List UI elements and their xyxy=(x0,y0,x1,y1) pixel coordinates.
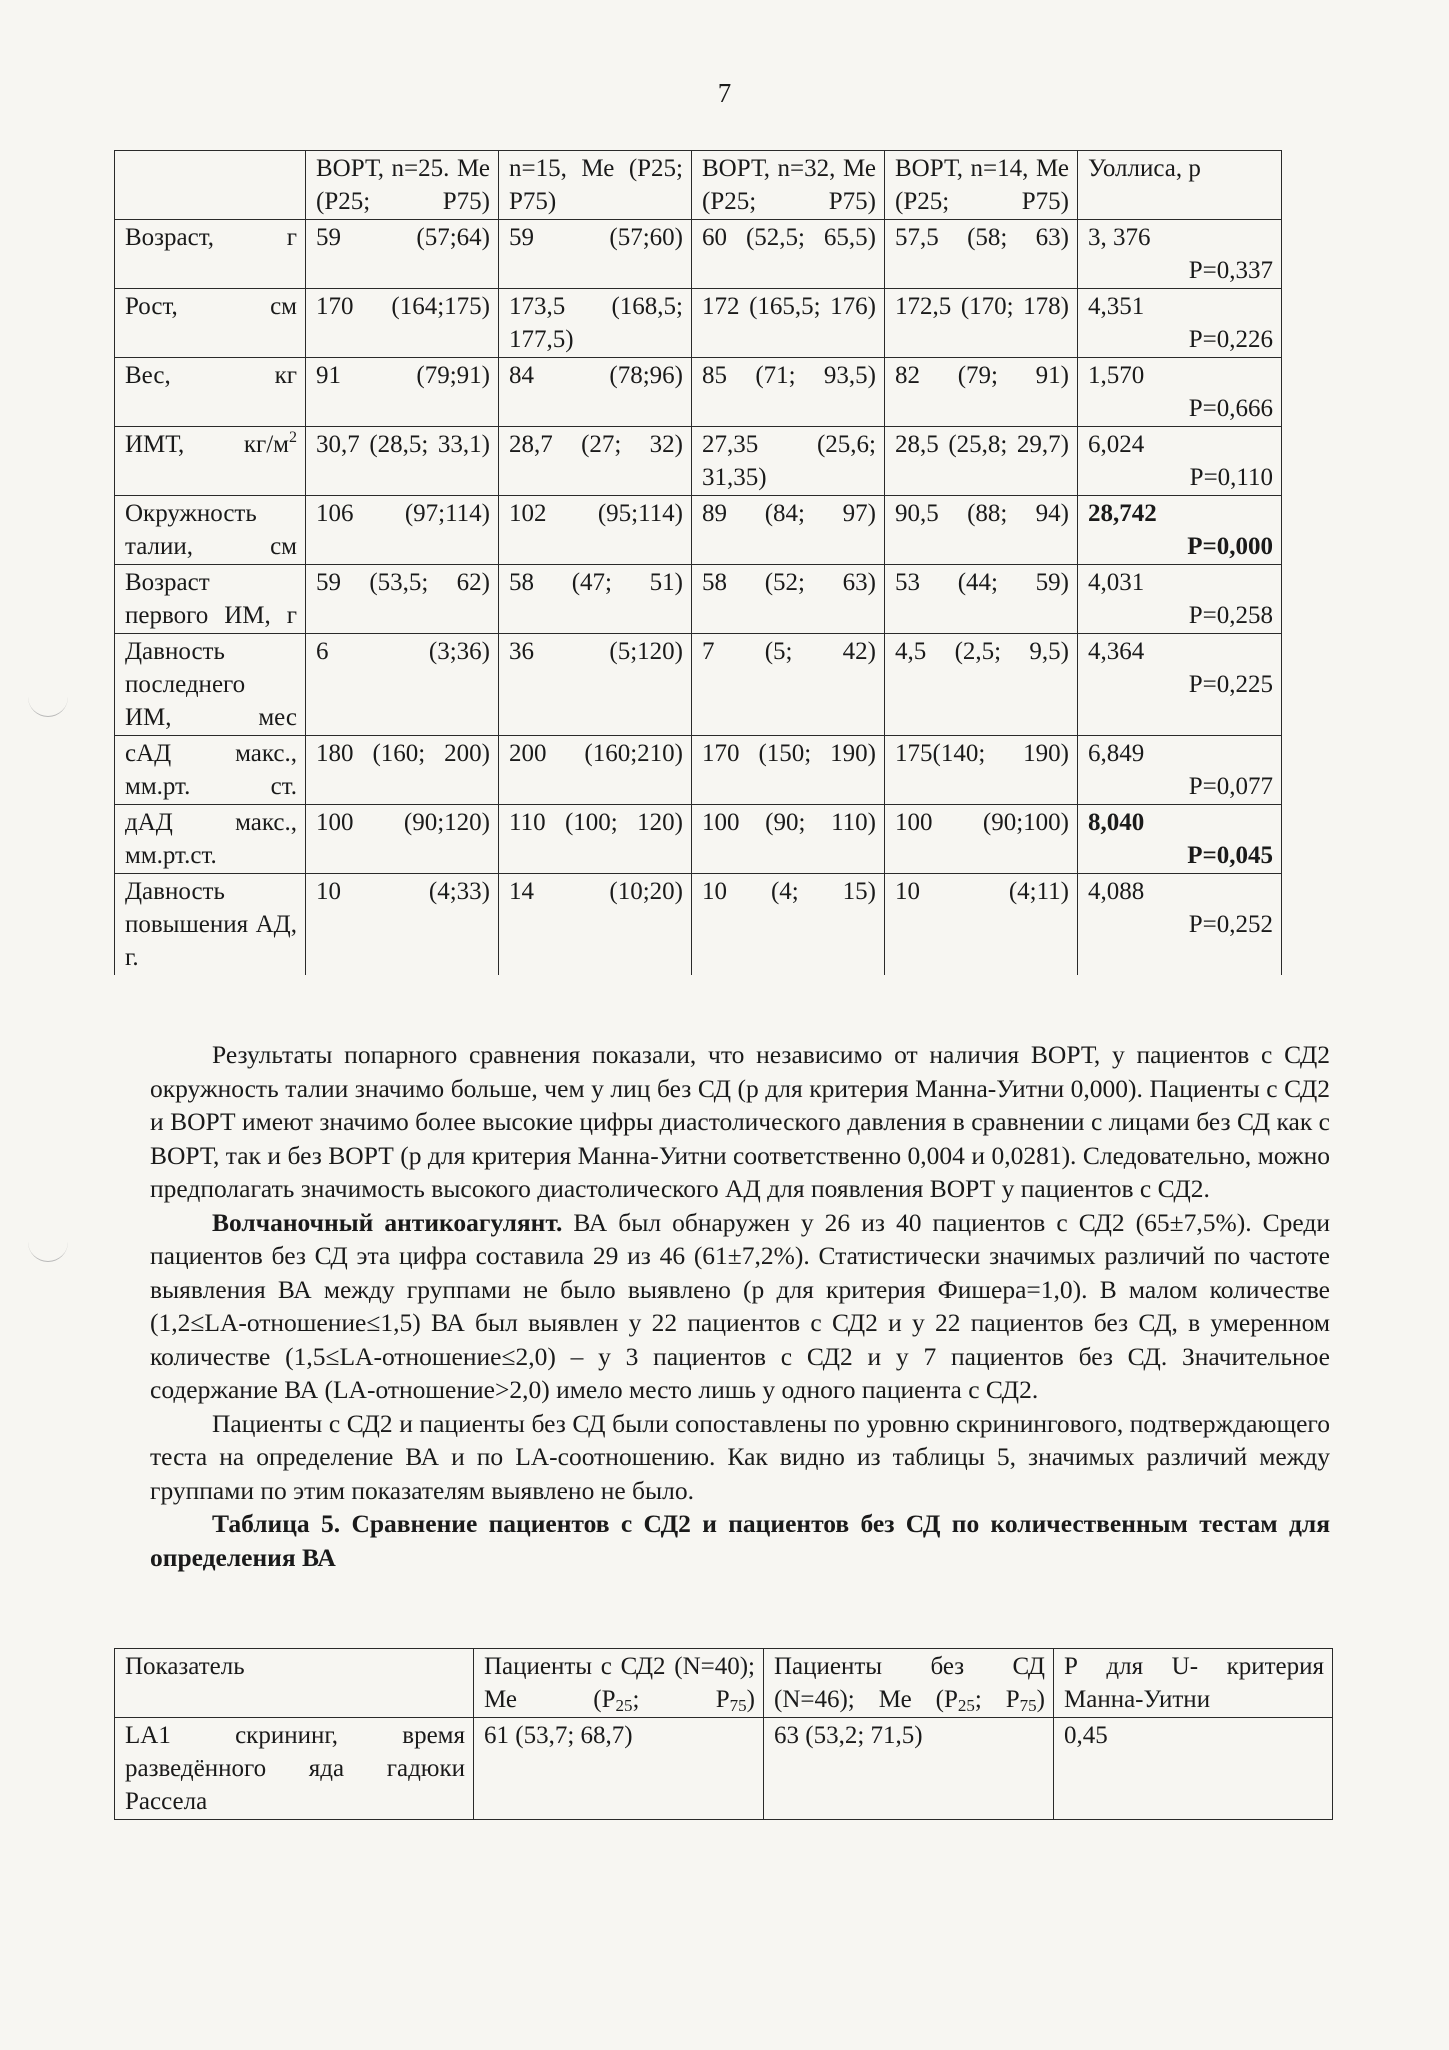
subscript: 75 xyxy=(1019,1696,1037,1715)
punch-hole-mark xyxy=(28,690,68,717)
table-header-row xyxy=(115,151,1282,220)
data-cell: 84 (78;96) xyxy=(499,358,692,427)
row-label xyxy=(115,220,306,289)
table5-caption: Таблица 5. Сравнение пациентов с СД2 и пациентов без СД по количественным тестам для определения ВА xyxy=(150,1509,1330,1572)
p-value: P=0,258 xyxy=(1188,602,1273,629)
header-text: Пациенты с СД2 (N=40); Ме (Р xyxy=(484,1653,755,1713)
data-cell: 82 (79; 91) xyxy=(885,358,1078,427)
p-value: P=0,045 xyxy=(1187,842,1273,869)
data-cell: 60 (52,5; 65,5) xyxy=(692,220,885,289)
data-cell: 58 (52; 63) xyxy=(692,565,885,634)
data-cell: 100 (90;120) xyxy=(306,805,499,874)
data-cell: 110 (100; 120) xyxy=(499,805,692,874)
p-value: P=0,666 xyxy=(1188,395,1273,422)
p-value: P=0,000 xyxy=(1187,533,1273,560)
row-label xyxy=(115,565,306,634)
row-label-text: дАД макс., мм.рт.ст. xyxy=(125,809,297,869)
statistic-cell xyxy=(1078,496,1282,565)
header-cell: n=15, Ме (Р25; Р75) xyxy=(499,151,692,220)
table-row xyxy=(115,874,1282,976)
subscript: 25 xyxy=(957,1696,975,1715)
kruskal-wallis-value: 4,364 xyxy=(1088,638,1145,665)
kruskal-wallis-value: 4,351 xyxy=(1088,293,1145,320)
row-label xyxy=(115,427,306,496)
kruskal-wallis-value: 1,570 xyxy=(1088,362,1145,389)
header-cell xyxy=(115,151,306,220)
table-row xyxy=(115,565,1282,634)
header-text: ) xyxy=(746,1686,755,1713)
p-value: P=0,226 xyxy=(1188,326,1273,353)
data-cell: 14 (10;20) xyxy=(499,874,692,976)
superscript: 2 xyxy=(289,429,297,446)
header-cell: ВОРТ, n=25. Ме (Р25; Р75) xyxy=(306,151,499,220)
data-cell: 200 (160;210) xyxy=(499,736,692,805)
paragraph-text: ВА был обнаружен у 26 из 40 пациентов с СД2 (65±7,5%). Среди пациентов без СД эта цифра составила 29 из 46 (61±7,2%). Статистически значимых различий по частоте выявления ВА между группами не было выявлено (р для критерия Фишера=1,0). В малом количестве (1,2≤LA-отношение≤1,5) ВА был выявлен у 22 пациентов с СД2 и у 22 пациентов без СД, в умеренном количестве (1,5≤LA-отношение≤2,0) – у 3 пациентов с СД2 и у 7 пациентов без СД. Значительное содержание ВА (LA-отношение>2,0) имело место лишь у одного пациента с СД2. xyxy=(150,1207,1330,1404)
kruskal-wallis-value: 6,849 xyxy=(1088,740,1145,767)
data-cell: 59 (57;64) xyxy=(306,220,499,289)
data-cell: 10 (4;33) xyxy=(306,874,499,976)
table-row xyxy=(115,220,1282,289)
row-label xyxy=(115,358,306,427)
header-text: ; Р xyxy=(632,1686,730,1713)
data-cell: 6 (3;36) xyxy=(306,634,499,736)
data-cell: 7 (5; 42) xyxy=(692,634,885,736)
statistic-cell xyxy=(1078,220,1282,289)
data-cell: 100 (90; 110) xyxy=(692,805,885,874)
data-cell: 10 (4; 15) xyxy=(692,874,885,976)
page-number: 7 xyxy=(717,78,732,108)
data-cell: 90,5 (88; 94) xyxy=(885,496,1078,565)
header-cell xyxy=(764,1649,1054,1718)
row-label-text: Давность повышения АД, г. xyxy=(125,878,297,971)
data-cell: 59 (53,5; 62) xyxy=(306,565,499,634)
data-cell: 57,5 (58; 63) xyxy=(885,220,1078,289)
p-value: P=0,337 xyxy=(1188,257,1273,284)
kruskal-wallis-value: 6,024 xyxy=(1088,431,1145,458)
kruskal-wallis-value: 28,742 xyxy=(1088,500,1157,527)
data-cell: 58 (47; 51) xyxy=(499,565,692,634)
punch-hole-mark xyxy=(28,1235,68,1262)
row-label xyxy=(115,634,306,736)
statistic-cell xyxy=(1078,427,1282,496)
table-row xyxy=(115,289,1282,358)
data-cell: 106 (97;114) xyxy=(306,496,499,565)
paragraph-pairwise-comparison: Результаты попарного сравнения показали, что независимо от наличия ВОРТ, у пациентов с СД2 окружность талии значимо больше, чем у лиц без СД (р для критерия Манна-Уитни 0,000). Пациенты с СД2 и ВОРТ имеют значимо более высокие цифры диастолического давления в сравнении с лицами без СД как с ВОРТ, так и без ВОРТ (р для критерия Манна-Уитни соответственно 0,004 и 0,0281). Следовательно, можно предполагать значимость высокого диастолического АД для появления ВОРТ у пациентов с СД2. xyxy=(150,1040,1330,1203)
kruskal-wallis-value: 3, 376 xyxy=(1088,224,1151,251)
paragraph-screening-comparison: Пациенты с СД2 и пациенты без СД были сопоставлены по уровню скринингового, подтверждающего теста на определение ВА и по LA-соотношению. Как видно из таблицы 5, значимых различий между группами по этим показателям выявлено не было. xyxy=(150,1408,1330,1505)
data-cell: 53 (44; 59) xyxy=(885,565,1078,634)
header-cell: ВОРТ, n=32, Ме (Р25; Р75) xyxy=(692,151,885,220)
row-label: LA1 скрининг, время разведённого яда гадюки Рассела xyxy=(115,1718,474,1820)
data-cell: 172 (165,5; 176) xyxy=(692,289,885,358)
data-cell: 0,45 xyxy=(1054,1718,1333,1820)
header-cell: ВОРТ, n=14, Ме (Р25; Р75) xyxy=(885,151,1078,220)
row-label-text: сАД макс., мм.рт. ст. xyxy=(125,740,297,800)
row-label-text: Возраст первого ИМ, г xyxy=(125,569,297,629)
data-cell: 172,5 (170; 178) xyxy=(885,289,1078,358)
row-label xyxy=(115,805,306,874)
row-label-text: Вес, кг xyxy=(125,362,297,389)
row-label-text: ИМТ, кг/м xyxy=(125,431,289,458)
data-cell: 85 (71; 93,5) xyxy=(692,358,885,427)
data-cell: 59 (57;60) xyxy=(499,220,692,289)
table-header-row xyxy=(115,1649,1333,1718)
row-label-text: Рост, см xyxy=(125,293,297,320)
table-row xyxy=(115,1718,1333,1820)
data-cell: 100 (90;100) xyxy=(885,805,1078,874)
statistic-cell xyxy=(1078,805,1282,874)
p-value: P=0,252 xyxy=(1188,911,1273,938)
header-text: ) xyxy=(1036,1686,1045,1713)
statistic-cell xyxy=(1078,634,1282,736)
data-cell: 173,5 (168,5; 177,5) xyxy=(499,289,692,358)
data-cell: 175(140; 190) xyxy=(885,736,1078,805)
header-cell: Уоллиса, р xyxy=(1078,151,1282,220)
data-cell: 102 (95;114) xyxy=(499,496,692,565)
data-cell: 63 (53,2; 71,5) xyxy=(764,1718,1054,1820)
table-row xyxy=(115,736,1282,805)
data-cell: 180 (160; 200) xyxy=(306,736,499,805)
table-row xyxy=(115,496,1282,565)
row-label xyxy=(115,496,306,565)
data-cell: 91 (79;91) xyxy=(306,358,499,427)
row-label xyxy=(115,289,306,358)
data-cell: 36 (5;120) xyxy=(499,634,692,736)
header-cell: Р для U- критерия Манна-Уитни xyxy=(1054,1649,1333,1718)
data-cell: 30,7 (28,5; 33,1) xyxy=(306,427,499,496)
row-label xyxy=(115,874,306,976)
table-row xyxy=(115,358,1282,427)
subscript: 75 xyxy=(729,1696,747,1715)
row-label-text: Давность последнего ИМ, мес xyxy=(125,638,297,731)
statistic-cell xyxy=(1078,565,1282,634)
subscript: 25 xyxy=(615,1696,633,1715)
data-cell: 4,5 (2,5; 9,5) xyxy=(885,634,1078,736)
statistic-cell xyxy=(1078,874,1282,976)
statistic-cell xyxy=(1078,736,1282,805)
data-cell: 170 (150; 190) xyxy=(692,736,885,805)
table-row xyxy=(115,634,1282,736)
kruskal-wallis-value: 8,040 xyxy=(1088,809,1145,836)
comparison-table-4 xyxy=(114,150,1282,975)
paragraph-heading: Волчаночный антикоагулянт. xyxy=(212,1207,563,1237)
row-label-text: Окружность талии, см xyxy=(125,500,297,560)
row-label xyxy=(115,736,306,805)
data-cell: 170 (164;175) xyxy=(306,289,499,358)
row-label-text: Возраст, г xyxy=(125,224,297,251)
table-row xyxy=(115,805,1282,874)
data-cell: 28,7 (27; 32) xyxy=(499,427,692,496)
p-value: P=0,225 xyxy=(1188,671,1273,698)
table-row xyxy=(115,427,1282,496)
p-value: P=0,110 xyxy=(1189,464,1273,491)
header-text: ; Р xyxy=(974,1686,1020,1713)
header-cell: Показатель xyxy=(115,1649,474,1718)
data-cell: 61 (53,7; 68,7) xyxy=(474,1718,764,1820)
kruskal-wallis-value: 4,031 xyxy=(1088,569,1145,596)
data-cell: 10 (4;11) xyxy=(885,874,1078,976)
paragraph-lupus-anticoagulant xyxy=(150,1206,1330,1407)
data-cell: 89 (84; 97) xyxy=(692,496,885,565)
comparison-table-5 xyxy=(114,1648,1333,1820)
kruskal-wallis-value: 4,088 xyxy=(1088,878,1145,905)
header-text: Пациенты без СД (N=46); Ме (Р xyxy=(774,1653,1045,1713)
data-cell: 28,5 (25,8; 29,7) xyxy=(885,427,1078,496)
header-cell xyxy=(474,1649,764,1718)
p-value: P=0,077 xyxy=(1188,773,1273,800)
data-cell: 27,35 (25,6; 31,35) xyxy=(692,427,885,496)
body-text xyxy=(150,1038,1330,1574)
statistic-cell xyxy=(1078,358,1282,427)
statistic-cell xyxy=(1078,289,1282,358)
